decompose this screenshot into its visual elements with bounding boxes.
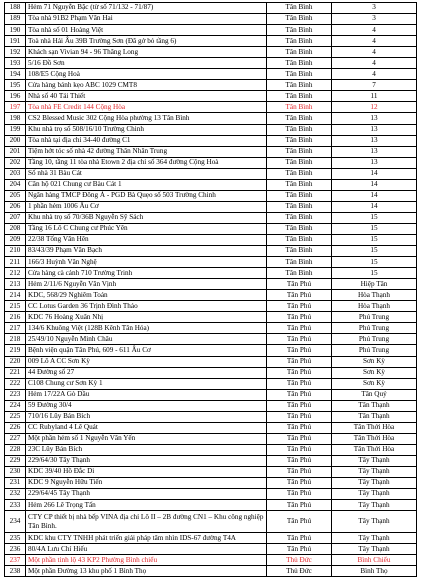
table-row bbox=[5, 400, 417, 411]
row-number: 232 bbox=[5, 489, 26, 500]
district-cell: Tân Phú bbox=[267, 378, 332, 389]
table-row bbox=[5, 489, 417, 500]
table-row bbox=[5, 146, 417, 157]
row-number: 234 bbox=[5, 511, 26, 533]
district-cell: Thủ Đức bbox=[267, 555, 332, 566]
table-row bbox=[5, 455, 417, 466]
address-cell: 108/E5 Cộng Hoà bbox=[26, 69, 267, 80]
district-cell: Tân Bình bbox=[267, 157, 332, 168]
address-cell: 134/6 Khuông Việt (128B Kênh Tân Hóa) bbox=[26, 323, 267, 334]
address-cell: Khu nhà trọ số 508/16/10 Trường Chinh bbox=[26, 124, 267, 135]
district-cell: Tân Phú bbox=[267, 455, 332, 466]
district-cell: Tân Bình bbox=[267, 146, 332, 157]
row-number: 193 bbox=[5, 58, 26, 69]
table-row bbox=[5, 14, 417, 25]
row-number: 228 bbox=[5, 444, 26, 455]
district-cell: Tân Phú bbox=[267, 533, 332, 544]
table-row bbox=[5, 389, 417, 400]
table-row bbox=[5, 91, 417, 102]
district-cell: Tân Phú bbox=[267, 444, 332, 455]
row-number: 226 bbox=[5, 422, 26, 433]
ward-cell: Sơn Kỳ bbox=[332, 378, 417, 389]
district-cell: Tân Phú bbox=[267, 345, 332, 356]
row-number: 222 bbox=[5, 378, 26, 389]
table-row bbox=[5, 201, 417, 212]
row-number: 213 bbox=[5, 279, 26, 290]
table-row bbox=[5, 268, 417, 279]
address-cell: 83/43/39 Phạm Văn Bạch bbox=[26, 246, 267, 257]
table-row bbox=[5, 555, 417, 566]
address-table bbox=[4, 2, 417, 577]
district-cell: Tân Bình bbox=[267, 80, 332, 91]
row-number: 197 bbox=[5, 102, 26, 113]
row-number: 236 bbox=[5, 544, 26, 555]
row-number: 201 bbox=[5, 146, 26, 157]
ward-cell: Tây Thạnh bbox=[332, 489, 417, 500]
ward-cell: 12 bbox=[332, 102, 417, 113]
row-number: 192 bbox=[5, 47, 26, 58]
address-cell: Một phần tỉnh lộ 43 KP2 Phường Bình chiểu bbox=[26, 555, 267, 566]
district-cell: Tân Bình bbox=[267, 179, 332, 190]
row-number: 206 bbox=[5, 201, 26, 212]
table-row bbox=[5, 334, 417, 345]
ward-cell: Tây Thạnh bbox=[332, 544, 417, 555]
table-row bbox=[5, 323, 417, 334]
ward-cell: Sơn Kỳ bbox=[332, 356, 417, 367]
table-row bbox=[5, 69, 417, 80]
table-row bbox=[5, 422, 417, 433]
district-cell: Tân Bình bbox=[267, 234, 332, 245]
row-number: 208 bbox=[5, 223, 26, 234]
ward-cell: 14 bbox=[332, 179, 417, 190]
ward-cell: 13 bbox=[332, 113, 417, 124]
ward-cell: Phú Trung bbox=[332, 323, 417, 334]
ward-cell: 7 bbox=[332, 80, 417, 91]
table-row bbox=[5, 80, 417, 91]
row-number: 190 bbox=[5, 25, 26, 36]
table-row bbox=[5, 290, 417, 301]
row-number: 225 bbox=[5, 411, 26, 422]
table-row bbox=[5, 246, 417, 257]
district-cell: Tân Bình bbox=[267, 36, 332, 47]
table-row bbox=[5, 478, 417, 489]
district-cell: Tân Bình bbox=[267, 47, 332, 58]
row-number: 196 bbox=[5, 91, 26, 102]
address-cell: Khách sạn Vivian 94 - 96 Thăng Long bbox=[26, 47, 267, 58]
address-cell: Một phần hẻm số 1 Nguyễn Văn Yến bbox=[26, 433, 267, 444]
ward-cell: Phú Trung bbox=[332, 312, 417, 323]
address-cell: 166/3 Huỳnh Văn Nghệ bbox=[26, 257, 267, 268]
ward-cell: Tây Thạnh bbox=[332, 455, 417, 466]
address-cell: 44 Đường số 27 bbox=[26, 367, 267, 378]
address-cell: KDC, 568/29 Nghiêm Toản bbox=[26, 290, 267, 301]
table-row bbox=[5, 312, 417, 323]
ward-cell: Tân Thới Hòa bbox=[332, 444, 417, 455]
address-cell: Cửa hàng bánh kẹo ABC 1029 CMT8 bbox=[26, 80, 267, 91]
ward-cell: 14 bbox=[332, 168, 417, 179]
district-cell: Tân Bình bbox=[267, 268, 332, 279]
table-row bbox=[5, 367, 417, 378]
row-number: 219 bbox=[5, 345, 26, 356]
district-cell: Tân Phú bbox=[267, 290, 332, 301]
district-cell: Tân Phú bbox=[267, 411, 332, 422]
district-cell: Tân Phú bbox=[267, 323, 332, 334]
row-number: 189 bbox=[5, 14, 26, 25]
row-number: 203 bbox=[5, 168, 26, 179]
row-number: 227 bbox=[5, 433, 26, 444]
table-row bbox=[5, 279, 417, 290]
table-row bbox=[5, 544, 417, 555]
row-number: 238 bbox=[5, 566, 26, 577]
table-row bbox=[5, 444, 417, 455]
table-row bbox=[5, 234, 417, 245]
district-cell: Tân Bình bbox=[267, 3, 332, 14]
ward-cell: 15 bbox=[332, 268, 417, 279]
table-row bbox=[5, 378, 417, 389]
row-number: 212 bbox=[5, 268, 26, 279]
row-number: 198 bbox=[5, 113, 26, 124]
row-number: 194 bbox=[5, 69, 26, 80]
district-cell: Tân Bình bbox=[267, 257, 332, 268]
ward-cell: 4 bbox=[332, 36, 417, 47]
ward-cell: Tây Thạnh bbox=[332, 466, 417, 477]
row-number: 216 bbox=[5, 312, 26, 323]
row-number: 233 bbox=[5, 500, 26, 511]
address-cell: 59 Đường 30/4 bbox=[26, 400, 267, 411]
row-number: 218 bbox=[5, 334, 26, 345]
table-row bbox=[5, 411, 417, 422]
table-row bbox=[5, 566, 417, 577]
district-cell: Tân Phú bbox=[267, 400, 332, 411]
district-cell: Tân Phú bbox=[267, 334, 332, 345]
address-cell: Tòa nhà FE Credit 144 Cộng Hòa bbox=[26, 102, 267, 113]
table-row bbox=[5, 124, 417, 135]
address-cell: Tiệm hớt tóc số nhà 42 đường Thân Nhân Trung bbox=[26, 146, 267, 157]
ward-cell: 13 bbox=[332, 146, 417, 157]
table-row bbox=[5, 179, 417, 190]
district-cell: Tân Bình bbox=[267, 212, 332, 223]
district-cell: Tân Bình bbox=[267, 113, 332, 124]
ward-cell: 14 bbox=[332, 201, 417, 212]
ward-cell: Bình Chiểu bbox=[332, 555, 417, 566]
row-number: 211 bbox=[5, 257, 26, 268]
address-cell: Cửa hàng cà cảnh 710 Trường Trinh bbox=[26, 268, 267, 279]
row-number: 224 bbox=[5, 400, 26, 411]
table-row bbox=[5, 157, 417, 168]
district-cell: Tân Phú bbox=[267, 367, 332, 378]
table-row bbox=[5, 212, 417, 223]
district-cell: Tân Bình bbox=[267, 102, 332, 113]
address-cell: Hẻm 17/22A Gò Dầu bbox=[26, 389, 267, 400]
ward-cell: 15 bbox=[332, 223, 417, 234]
address-cell: KDC 39/40 Hồ Đắc Di bbox=[26, 466, 267, 477]
district-cell: Tân Bình bbox=[267, 135, 332, 146]
row-number: 209 bbox=[5, 234, 26, 245]
address-cell: Khu nhà trọ số 70/36B Nguyễn Sỹ Sách bbox=[26, 212, 267, 223]
ward-cell: 13 bbox=[332, 157, 417, 168]
ward-cell: Tân Quý bbox=[332, 389, 417, 400]
table-row bbox=[5, 58, 417, 69]
table-row bbox=[5, 3, 417, 14]
ward-cell: 13 bbox=[332, 124, 417, 135]
district-cell: Tân Bình bbox=[267, 124, 332, 135]
ward-cell: 4 bbox=[332, 25, 417, 36]
row-number: 195 bbox=[5, 80, 26, 91]
ward-cell: 15 bbox=[332, 212, 417, 223]
ward-cell: Hòa Thạnh bbox=[332, 290, 417, 301]
district-cell: Tân Phú bbox=[267, 301, 332, 312]
ward-cell: 15 bbox=[332, 234, 417, 245]
district-cell: Tân Bình bbox=[267, 14, 332, 25]
row-number: 230 bbox=[5, 466, 26, 477]
row-number: 221 bbox=[5, 367, 26, 378]
row-number: 204 bbox=[5, 179, 26, 190]
district-cell: Tân Phú bbox=[267, 356, 332, 367]
district-cell: Tân Phú bbox=[267, 544, 332, 555]
address-cell: Một phần Đường 13 khu phố 1 Bình Thọ bbox=[26, 566, 267, 577]
address-cell: 229/64/30 Tây Thạnh bbox=[26, 455, 267, 466]
ward-cell: Tân Thạnh bbox=[332, 411, 417, 422]
district-cell: Tân Bình bbox=[267, 246, 332, 257]
ward-cell: Tân Thạnh bbox=[332, 400, 417, 411]
ward-cell: 11 bbox=[332, 91, 417, 102]
district-cell: Tân Bình bbox=[267, 91, 332, 102]
table-row bbox=[5, 466, 417, 477]
district-cell: Tân Bình bbox=[267, 25, 332, 36]
ward-cell: 15 bbox=[332, 257, 417, 268]
ward-cell: Sơn Kỳ bbox=[332, 367, 417, 378]
address-cell: 1 phần hẻm 1006 Âu Cơ bbox=[26, 201, 267, 212]
address-cell: Hẻm 71 Nguyễn Bặc (từ số 71/132 - 71/87) bbox=[26, 3, 267, 14]
address-cell: 23C Lũy Bán Bích bbox=[26, 444, 267, 455]
address-cell: Căn hộ 021 Chung cư Bàu Cát 1 bbox=[26, 179, 267, 190]
address-cell: KDC khu CTY TNHH phát triển giải pháp tâm nhìn IDS-67 đường T4A bbox=[26, 533, 267, 544]
row-number: 215 bbox=[5, 301, 26, 312]
table-row bbox=[5, 533, 417, 544]
ward-cell: 3 bbox=[332, 3, 417, 14]
ward-cell: Tân Thới Hòa bbox=[332, 422, 417, 433]
ward-cell: Hiệp Tân bbox=[332, 279, 417, 290]
row-number: 231 bbox=[5, 478, 26, 489]
address-cell: Bệnh viện quận Tân Phú, 609 - 611 Âu Cơ bbox=[26, 345, 267, 356]
district-cell: Tân Phú bbox=[267, 489, 332, 500]
table-row bbox=[5, 190, 417, 201]
address-cell: CTY CP thiết bị nhà bếp VINA địa chỉ Lô II – 2B đường CN1 – Khu công nghiệp Tân Bình. bbox=[26, 511, 267, 533]
ward-cell: Phú Trung bbox=[332, 334, 417, 345]
district-cell: Tân Bình bbox=[267, 190, 332, 201]
row-number: 217 bbox=[5, 323, 26, 334]
ward-cell: Tây Thạnh bbox=[332, 533, 417, 544]
row-number: 223 bbox=[5, 389, 26, 400]
address-cell: Số nhà 31 Bàu Cát bbox=[26, 168, 267, 179]
address-cell: CC Rubyland 4 Lê Quát bbox=[26, 422, 267, 433]
row-number: 199 bbox=[5, 124, 26, 135]
district-cell: Tân Bình bbox=[267, 58, 332, 69]
district-cell: Tân Phú bbox=[267, 389, 332, 400]
table-row bbox=[5, 25, 417, 36]
district-cell: Thủ Đức bbox=[267, 566, 332, 577]
district-cell: Tân Bình bbox=[267, 201, 332, 212]
table-row bbox=[5, 345, 417, 356]
table-row bbox=[5, 433, 417, 444]
ward-cell: Phú Trung bbox=[332, 345, 417, 356]
address-cell: Tầng 16 Lô C Chung cư Phúc Yên bbox=[26, 223, 267, 234]
row-number: 229 bbox=[5, 455, 26, 466]
table-row bbox=[5, 47, 417, 58]
district-cell: Tân Phú bbox=[267, 478, 332, 489]
ward-cell: Tân Thới Hòa bbox=[332, 433, 417, 444]
address-cell: Hẻm 266 Lê Trọng Tấn bbox=[26, 500, 267, 511]
ward-cell: Tây Thạnh bbox=[332, 500, 417, 511]
ward-cell: 4 bbox=[332, 69, 417, 80]
ward-cell: Bình Thọ bbox=[332, 566, 417, 577]
table-row bbox=[5, 500, 417, 511]
address-cell: Toà nhà Hải Âu 39B Trường Sơn (Đã gở bỏ tầng 6) bbox=[26, 36, 267, 47]
row-number: 191 bbox=[5, 36, 26, 47]
address-table-body bbox=[5, 3, 417, 577]
district-cell: Tân Phú bbox=[267, 312, 332, 323]
ward-cell: Tây Thạnh bbox=[332, 511, 417, 533]
ward-cell: 3 bbox=[332, 14, 417, 25]
address-cell: Tòa nhà 91B2 Phạm Văn Hai bbox=[26, 14, 267, 25]
address-cell: C108 Chung cư Sơn Kỳ 1 bbox=[26, 378, 267, 389]
ward-cell: Hòa Thạnh bbox=[332, 301, 417, 312]
ward-cell: Tây Thạnh bbox=[332, 478, 417, 489]
address-cell: 710/16 Lũy Bán Bích bbox=[26, 411, 267, 422]
row-number: 210 bbox=[5, 246, 26, 257]
table-row bbox=[5, 168, 417, 179]
row-number: 202 bbox=[5, 157, 26, 168]
address-cell: Tầng 10, tầng 11 tòa nhà Etown 2 địa chỉ số 364 đường Cộng Hoà bbox=[26, 157, 267, 168]
table-row bbox=[5, 511, 417, 533]
address-cell: KDC 9 Nguyễn Hữu Tiến bbox=[26, 478, 267, 489]
row-number: 235 bbox=[5, 533, 26, 544]
district-cell: Tân Bình bbox=[267, 69, 332, 80]
district-cell: Tân Phú bbox=[267, 500, 332, 511]
row-number: 220 bbox=[5, 356, 26, 367]
table-row bbox=[5, 102, 417, 113]
address-cell: 5/16 Đồ Sơn bbox=[26, 58, 267, 69]
address-cell: Ngân hàng TMCP Đông Á - PGD Bà Quẹo số 503 Trường Chinh bbox=[26, 190, 267, 201]
ward-cell: 4 bbox=[332, 47, 417, 58]
row-number: 207 bbox=[5, 212, 26, 223]
ward-cell: 4 bbox=[332, 58, 417, 69]
district-cell: Tân Bình bbox=[267, 168, 332, 179]
ward-cell: 13 bbox=[332, 135, 417, 146]
address-cell: 25/49/10 Nguyễn Minh Châu bbox=[26, 334, 267, 345]
row-number: 200 bbox=[5, 135, 26, 146]
table-row bbox=[5, 301, 417, 312]
ward-cell: 15 bbox=[332, 246, 417, 257]
address-cell: 80/4A Lưu Chí Hiếu bbox=[26, 544, 267, 555]
address-cell: CS2 Blessed Music 302 Cộng Hòa phường 13 Tân Bình bbox=[26, 113, 267, 124]
address-cell: KDC 76 Hoàng Xuân Nhị bbox=[26, 312, 267, 323]
table-row bbox=[5, 135, 417, 146]
row-number: 237 bbox=[5, 555, 26, 566]
table-row bbox=[5, 223, 417, 234]
district-cell: Tân Phú bbox=[267, 422, 332, 433]
district-cell: Tân Phú bbox=[267, 433, 332, 444]
district-cell: Tân Phú bbox=[267, 466, 332, 477]
address-cell: CC Lotus Garden 36 Trịnh Đình Thảo bbox=[26, 301, 267, 312]
table-row bbox=[5, 356, 417, 367]
address-cell: Tòa nhà số 01 Hoàng Việt bbox=[26, 25, 267, 36]
row-number: 205 bbox=[5, 190, 26, 201]
address-cell: Hẻm 2/11/6 Nguyễn Văn Vịnh bbox=[26, 279, 267, 290]
table-row bbox=[5, 257, 417, 268]
address-cell: 229/64/45 Tây Thạnh bbox=[26, 489, 267, 500]
address-cell: Tòa nhà tại địa chỉ 34-40 đường C1 bbox=[26, 135, 267, 146]
address-cell: Nhà số 40 Tái Thiết bbox=[26, 91, 267, 102]
ward-cell: 14 bbox=[332, 190, 417, 201]
district-cell: Tân Phú bbox=[267, 511, 332, 533]
district-cell: Tân Phú bbox=[267, 279, 332, 290]
address-cell: 009 Lô A CC Sơn Kỳ bbox=[26, 356, 267, 367]
address-cell: 22/38 Tống Văn Hên bbox=[26, 234, 267, 245]
table-row bbox=[5, 36, 417, 47]
district-cell: Tân Bình bbox=[267, 223, 332, 234]
table-row bbox=[5, 113, 417, 124]
row-number: 188 bbox=[5, 3, 26, 14]
row-number: 214 bbox=[5, 290, 26, 301]
